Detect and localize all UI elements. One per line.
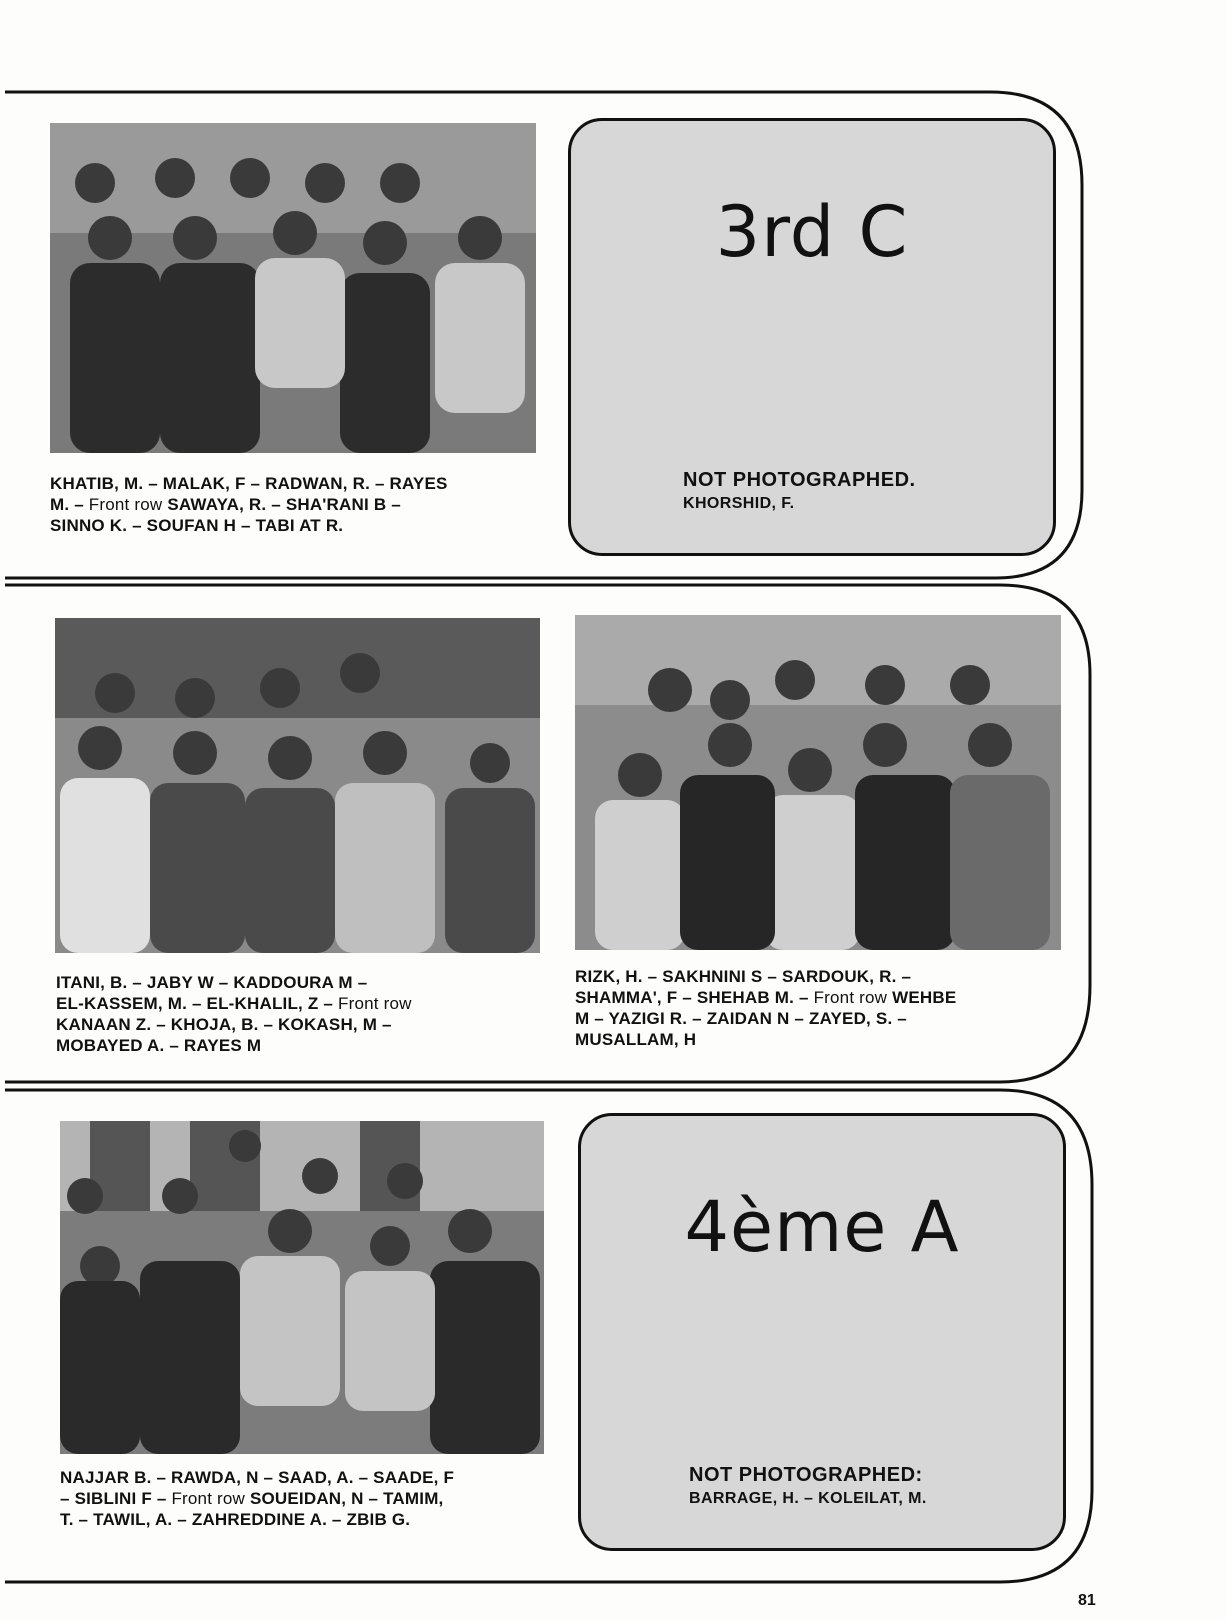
caption-line: T. – TAWIL, A. – ZAHREDDINE A. – ZBIB G. bbox=[60, 1510, 411, 1529]
caption-line: EL-KASSEM, M. – EL-KHALIL, Z – Front row bbox=[56, 994, 412, 1013]
not-photographed-heading: NOT PHOTOGRAPHED: bbox=[689, 1464, 923, 1486]
caption-line: M. – Front row SAWAYA, R. – SHA'RANI B – bbox=[50, 495, 401, 514]
not-photographed-names: BARRAGE, H. – KOLEILAT, M. bbox=[689, 1490, 927, 1507]
class-photo-3rd-c bbox=[50, 123, 536, 453]
front-row-label: Front row bbox=[171, 1489, 246, 1508]
front-row-label: Front row bbox=[88, 495, 163, 514]
caption-line: – SIBLINI F – Front row SOUEIDAN, N – TAMIM, bbox=[60, 1489, 444, 1508]
class-panel-4eme-a bbox=[578, 1113, 1066, 1551]
caption-line: MOBAYED A. – RAYES M bbox=[56, 1036, 262, 1055]
caption-line: KHATIB, M. – MALAK, F – RADWAN, R. – RAYES bbox=[50, 474, 448, 493]
not-photographed-heading: NOT PHOTOGRAPHED. bbox=[683, 469, 916, 491]
caption-line: ITANI, B. – JABY W – KADDOURA M – bbox=[56, 973, 368, 992]
class-photo-left bbox=[55, 618, 540, 953]
page-number: 81 bbox=[1078, 1592, 1096, 1609]
class-title: 4ème A bbox=[684, 1186, 960, 1268]
caption-line: RIZK, H. – SAKHNINI S – SARDOUK, R. – bbox=[575, 967, 912, 986]
not-photographed-names: KHORSHID, F. bbox=[683, 495, 795, 512]
class-title: 3rd C bbox=[715, 191, 909, 273]
caption-left-class bbox=[56, 972, 542, 1056]
front-row-label: Front row bbox=[338, 994, 412, 1013]
class-panel-3rd-c bbox=[568, 118, 1056, 556]
caption-line: NAJJAR B. – RAWDA, N – SAAD, A. – SAADE, F bbox=[60, 1468, 455, 1487]
caption-line: M – YAZIGI R. – ZAIDAN N – ZAYED, S. – bbox=[575, 1009, 907, 1028]
class-photo-right bbox=[575, 615, 1061, 950]
caption-line: KANAAN Z. – KHOJA, B. – KOKASH, M – bbox=[56, 1015, 392, 1034]
front-row-label: Front row bbox=[813, 988, 888, 1007]
caption-3rd-c bbox=[50, 473, 538, 536]
caption-line: SINNO K. – SOUFAN H – TABI AT R. bbox=[50, 516, 344, 535]
caption-4eme-a bbox=[60, 1467, 546, 1530]
caption-line: MUSALLAM, H bbox=[575, 1030, 697, 1049]
caption-right-class bbox=[575, 966, 1063, 1050]
class-photo-4eme-a bbox=[60, 1121, 544, 1454]
caption-line: SHAMMA', F – SHEHAB M. – Front row WEHBE bbox=[575, 988, 957, 1007]
